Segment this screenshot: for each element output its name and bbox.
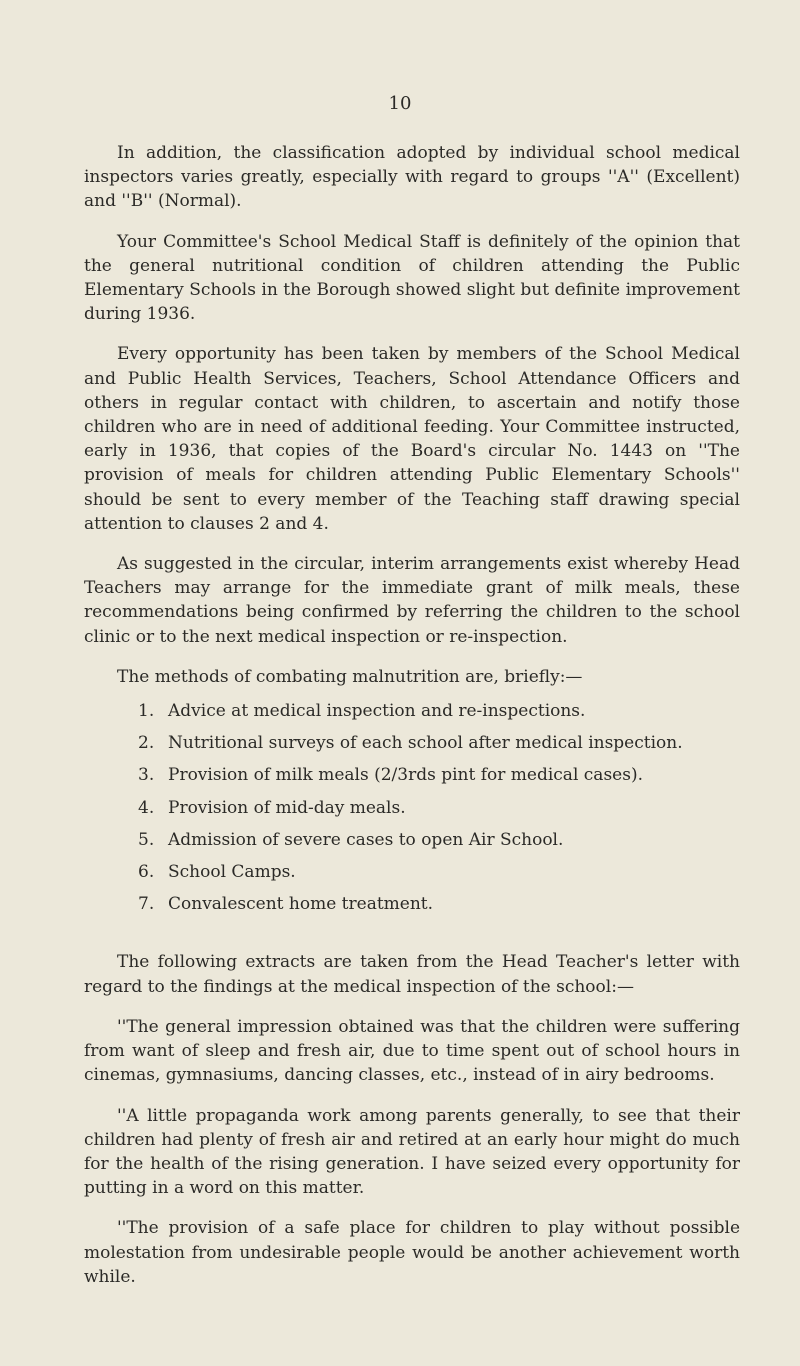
- list-item-number: 6.: [138, 862, 155, 883]
- list-item: [84, 763, 740, 787]
- list-item: [84, 860, 740, 884]
- list-item-text: Provision of milk meals (2/3rds pint for medical cases).: [168, 765, 643, 786]
- list-item-number: 1.: [138, 701, 155, 722]
- list-item-number: 7.: [138, 894, 155, 915]
- list-item-text: Convalescent home treatment.: [168, 894, 434, 915]
- methods-intro: The methods of combating malnutrition are, briefly:—: [117, 666, 583, 687]
- list-item-text: Nutritional surveys of each school after medical inspection.: [168, 733, 683, 754]
- paragraph-extracts-intro: The following extracts are taken from the Head Teacher's letter with regard to the findings at the medical inspection of the school:—: [84, 952, 740, 997]
- list-item: [84, 892, 740, 916]
- list-item: [84, 699, 740, 723]
- page-number: 10: [388, 93, 412, 114]
- list-item-number: 5.: [138, 829, 155, 850]
- quote-propaganda: ''A little propaganda work among parents generally, to see that their children had plenty of fresh air and retired at an early hour might do much for the health of the rising generation. I have seized every opportunity for putting in a word on this matter.: [84, 1105, 740, 1199]
- body-text: [84, 141, 740, 1305]
- paragraph-committee-opinion: Your Committee's School Medical Staff is definitely of the opinion that the general nutritional condition of children attending the Public Elementary Schools in the Borough showed slight but definite improvement during 1936.: [84, 231, 740, 325]
- list-item-text: School Camps.: [168, 862, 296, 883]
- list-item-number: 3.: [138, 765, 155, 786]
- list-item: [84, 731, 740, 755]
- quote-safe-place: ''The provision of a safe place for children to play without possible molestation from undesirable people would be another achievement worth while.: [84, 1218, 740, 1287]
- list-item-text: Advice at medical inspection and re-inspections.: [168, 701, 586, 722]
- paragraph-interim-arrangements: As suggested in the circular, interim arrangements exist whereby Head Teachers may arrange for the immediate grant of milk meals, these recommendations being confirmed by referring the children to the school clinic or to the next medical inspection or re-inspection.: [84, 554, 740, 647]
- list-item-text: Provision of mid-day meals.: [168, 797, 406, 818]
- list-item-text: Admission of severe cases to open Air School.: [168, 829, 564, 850]
- list-item: [84, 796, 740, 820]
- list-item: [84, 828, 740, 852]
- methods-list: [84, 699, 740, 916]
- quote-general-impression: ''The general impression obtained was that the children were suffering from want of sleep and fresh air, due to time spent out of school hours in cinemas, gymnasiums, dancing classes, etc., instead of in airy bedrooms.: [84, 1016, 740, 1086]
- paragraph-classification: In addition, the classification adopted by individual school medical inspectors varies greatly, especially with regard to groups ''A'' (Excellent) and ''B'' (Normal).: [84, 143, 740, 212]
- paragraph-opportunity: Every opportunity has been taken by members of the School Medical and Public Health Services, Teachers, School Attendance Officers and others in regular contact with children, to ascertain and notify those children who are in need of additional feeding. Your Committee instructed, early in 1936, that copies of the Board's circular No. 1443 on ''The provision of meals for children attending Public Elementary Schools'' should be sent to every member of the Teaching staff drawing special attention to clauses 2 and 4.: [84, 344, 740, 534]
- list-item-number: 4.: [138, 797, 155, 818]
- list-item-number: 2.: [138, 733, 155, 754]
